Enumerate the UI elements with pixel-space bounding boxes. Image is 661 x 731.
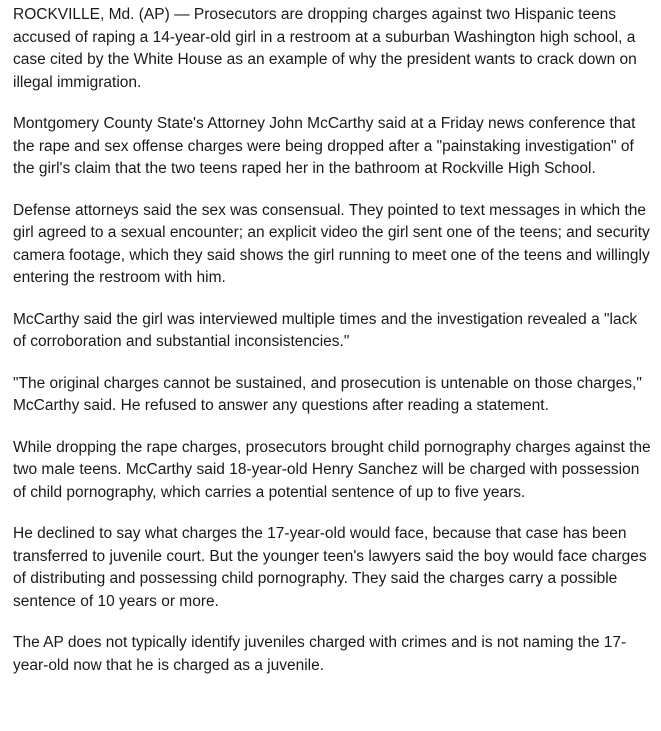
- article-paragraph: McCarthy said the girl was interviewed multiple times and the investigation revealed a "lack of corroboration and substantial inconsistencies.": [13, 310, 638, 350]
- article-paragraph: Montgomery County State's Attorney John McCarthy said at a Friday news conference that the rape and sex offense charges were being dropped after a "painstaking investigation" of the girl's claim that the two teens raped her in the bathroom at Rockville High School.: [13, 115, 636, 177]
- article-paragraph: While dropping the rape charges, prosecutors brought child pornography charges against the two male teens. McCarthy said 18-year-old Henry Sanchez will be charged with possession of child pornography, which carries a potential sentence of up to five years.: [13, 438, 651, 501]
- article-paragraph: The AP does not typically identify juveniles charged with crimes and is not naming the 17-year-old now that he is charged as a juvenile.: [13, 634, 627, 674]
- article-paragraph: Defense attorneys said the sex was consensual. They pointed to text messages in which the girl agreed to a sexual encounter; an explicit video the girl sent one of the teens; and security camera footage, which they said shows the girl running to meet one of the teens and willingly entering the restroom with him.: [13, 201, 650, 286]
- article-paragraph: ROCKVILLE, Md. (AP) — Prosecutors are dropping charges against two Hispanic teens accused of raping a 14-year-old girl in a restroom at a suburban Washington high school, a case cited by the White House as an example of why the president wants to crack down on illegal immigration.: [13, 6, 637, 91]
- article-paragraph: He declined to say what charges the 17-year-old would face, because that case has been transferred to juvenile court. But the younger teen's lawyers said the boy would face charges of distributing and possessing child pornography. They said the charges carry a possible sentence of 10 years or more.: [13, 525, 647, 610]
- article-paragraph: "The original charges cannot be sustained, and prosecution is untenable on those charges," McCarthy said. He refused to answer any questions after reading a statement.: [13, 374, 642, 414]
